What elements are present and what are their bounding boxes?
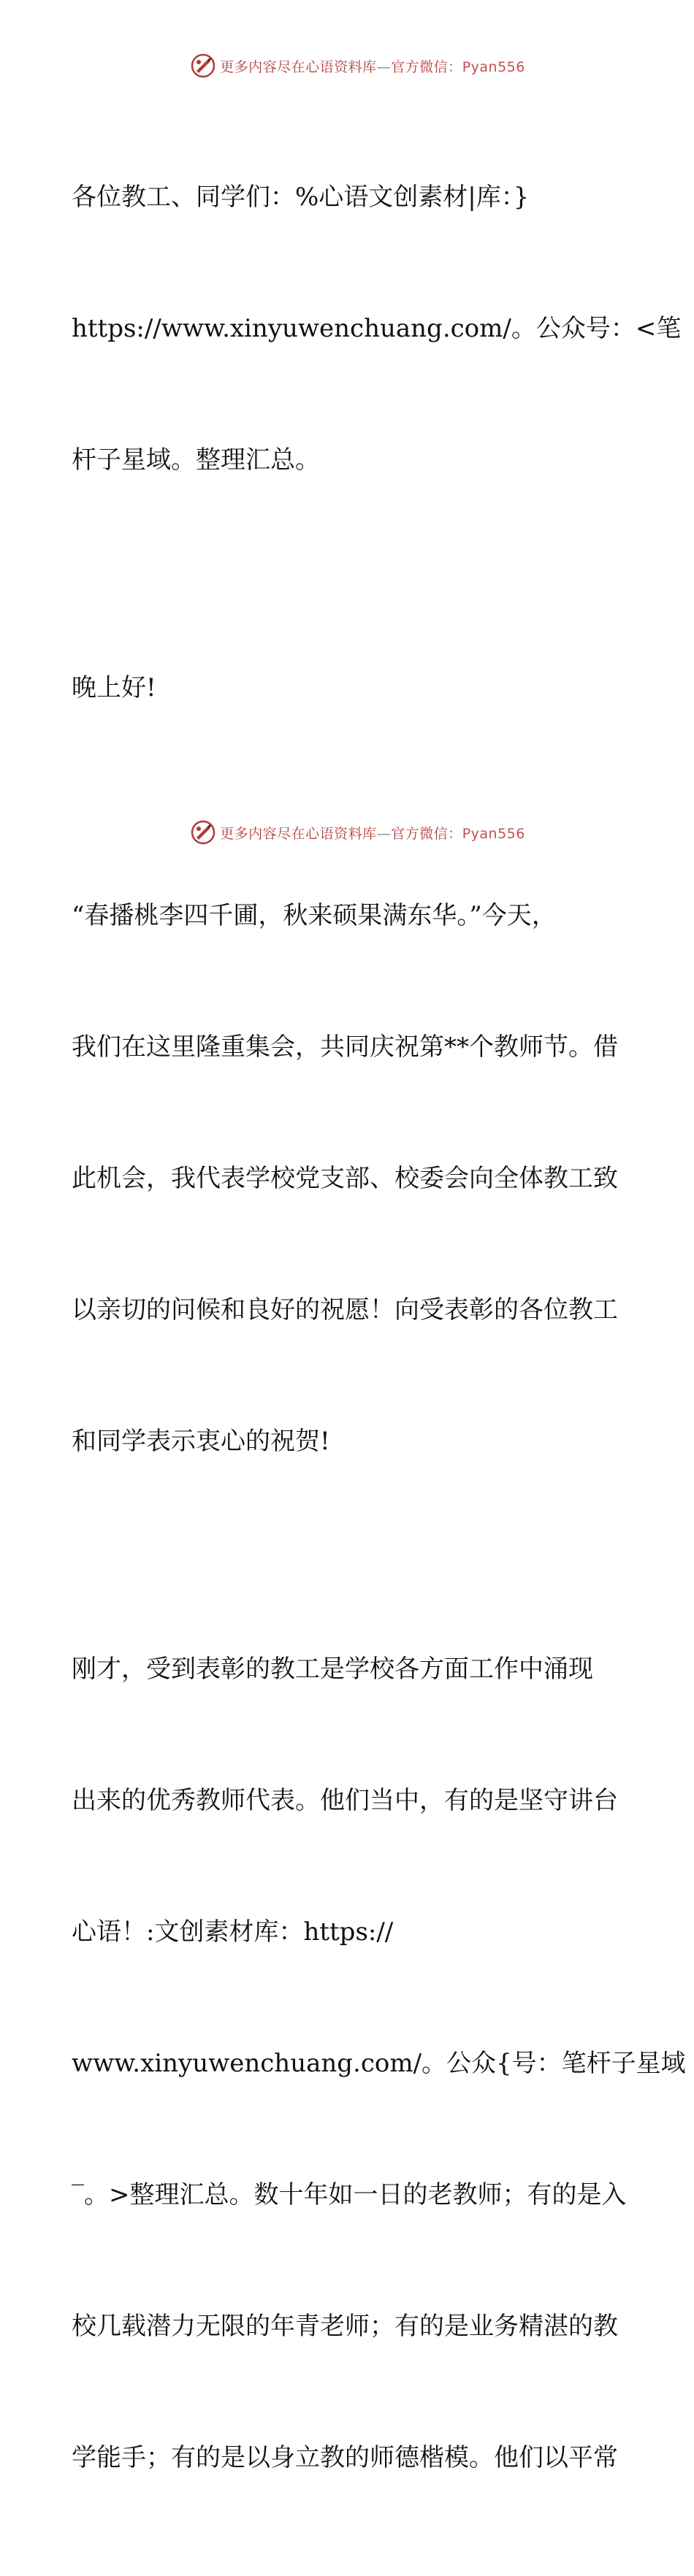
watermark-group (191, 53, 525, 78)
paragraph-honored-teachers (72, 1560, 686, 2567)
paragraph-good-evening (72, 578, 621, 797)
text-line: 和同学表示衷心的祝贺! (72, 1427, 330, 1456)
text-line: 心语！:文创素材库：https:// (72, 1917, 394, 1947)
text-line: www.xinyuwenchuang.com/。公众{号：笔杆子星域 (72, 2049, 686, 2078)
watermark-text (220, 56, 525, 76)
text-line: ‾。>整理汇总。数十年如一日的老教师；有的是入 (72, 2180, 627, 2209)
watermark-group (191, 820, 525, 845)
text-line: 晚上好! (72, 673, 156, 702)
text-line: 校几载潜力无限的年青老师；有的是业务精湛的教 (72, 2312, 618, 2341)
text-line: 学能手；有的是以身立教的师德楷模。他们以平常 (72, 2443, 618, 2472)
paragraph-celebration (72, 806, 621, 1551)
text-line: 出来的优秀教师代表。他们当中，有的是坚守讲台 (72, 1786, 618, 1815)
text-line: 以亲切的问候和良好的祝愿！向受表彰的各位教工 (72, 1295, 618, 1325)
header-watermark (0, 51, 694, 80)
text-line: “春播桃李四千圃，秋来硕果满东华。”今天， (72, 901, 557, 930)
brand-logo-icon (191, 53, 216, 78)
document-body (72, 88, 686, 2576)
watermark-official: 官方微信： (391, 825, 462, 842)
watermark-id: Pyan556 (462, 58, 525, 75)
text-line: 此机会，我代表学校党支部、校委会向全体教工致 (72, 1164, 618, 1193)
text-line: 刚才，受到表彰的教工是学校各方面工作中涌现 (72, 1655, 593, 1684)
watermark-main: 更多内容尽在心语资料库 (220, 58, 377, 75)
text-line: 各位教工、同学们：%心语文创素材|库：} (72, 183, 530, 212)
footer-watermark (0, 818, 694, 847)
text-line: https://www.xinyuwenchuang.com/。公众号：<笔 (72, 314, 682, 343)
watermark-official: 官方微信： (391, 58, 462, 75)
watermark-dash: — (376, 825, 392, 842)
watermark-text (220, 823, 525, 843)
text-line: 杆子星域。整理汇总。 (72, 445, 320, 475)
watermark-id: Pyan556 (462, 825, 525, 842)
paragraph-greeting-recipients (72, 88, 682, 570)
watermark-dash: — (376, 58, 392, 75)
watermark-main: 更多内容尽在心语资料库 (220, 825, 377, 842)
text-line: 我们在这里隆重集会，共同庆祝第**个教师节。借 (72, 1032, 618, 1062)
brand-logo-icon (191, 820, 216, 845)
